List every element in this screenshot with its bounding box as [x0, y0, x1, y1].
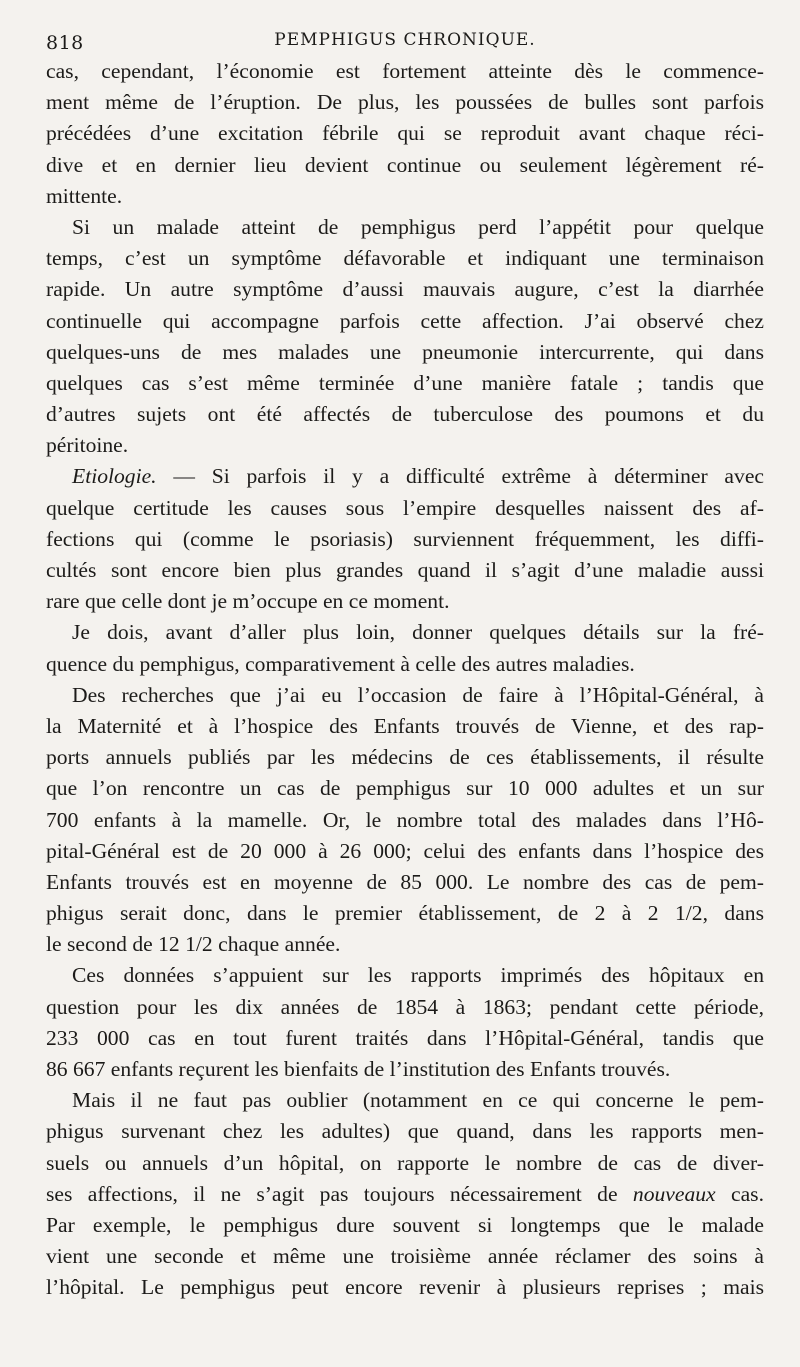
line-text: rapide. Un autre symptôme d’aussi mauvais augure, c’est la diarrhée — [46, 277, 764, 302]
section-heading: Etiologie. — [72, 464, 157, 489]
text-line — [46, 711, 764, 742]
text-line — [46, 680, 764, 711]
text-line — [46, 805, 764, 836]
line-text: phigus survenant chez les adultes) que quand, dans les rapports men- — [46, 1119, 764, 1144]
body-text — [46, 56, 764, 1304]
line-text: Des recherches que j’ai eu l’occasion de faire à l’Hôpital-Général, à — [72, 682, 764, 707]
line-text: la Maternité et à l’hospice des Enfants trouvés de Vienne, et des rap- — [46, 713, 764, 738]
text-line — [46, 337, 764, 368]
text-line — [46, 898, 764, 929]
text-line — [46, 430, 764, 461]
line-text: Je dois, avant d’aller plus loin, donner quelques détails sur la fré- — [72, 620, 764, 645]
text-line — [46, 150, 764, 181]
text-line — [46, 243, 764, 274]
text-line — [46, 960, 764, 991]
text-line — [46, 306, 764, 337]
text-line — [46, 1054, 764, 1085]
line-text: le second de 12 1/2 chaque année. — [46, 932, 341, 957]
line-text: précédées d’une excitation fébrile qui se reproduit avant chaque réci- — [46, 121, 764, 146]
text-line — [46, 524, 764, 555]
line-text: l’hôpital. Le pemphigus peut encore revenir à plusieurs reprises ; mais — [46, 1275, 764, 1300]
line-text: 86 667 enfants reçurent les bienfaits de l’institution des Enfants trouvés. — [46, 1057, 671, 1081]
running-title: PEMPHIGUS CHRONIQUE. — [274, 30, 536, 50]
text-line — [46, 118, 764, 149]
line-text: suels ou annuels d’un hôpital, on rapporte le nombre de cas de diver- — [46, 1150, 764, 1175]
text-line — [46, 1085, 764, 1116]
line-text: vient une seconde et même une troisième année réclamer des soins à — [46, 1244, 764, 1269]
line-text: Par exemple, le pemphigus dure souvent si longtemps que le malade — [46, 1212, 764, 1237]
page-number: 818 — [46, 32, 84, 54]
line-text: 700 enfants à la mamelle. Or, le nombre total des malades dans l’Hô- — [46, 807, 764, 832]
line-text: quelques cas s’est même terminée d’une manière fatale ; tandis que — [46, 370, 764, 395]
text-line — [46, 212, 764, 243]
text-line — [46, 836, 764, 867]
line-text: question pour les dix années de 1854 à 1863; pendant cette période, — [46, 994, 764, 1019]
line-text: Enfants trouvés est en moyenne de 85 000. Le nombre des cas de pem- — [46, 869, 764, 894]
line-text: — Si parfois il y a difficulté extrême à déterminer avec — [173, 464, 764, 489]
line-text: Mais il ne faut pas oublier (notamment en ce qui concerne le pem- — [72, 1088, 764, 1113]
text-line — [46, 867, 764, 898]
text-line — [46, 493, 764, 524]
line-text: fections qui (comme le psoriasis) surviennent fréquemment, les diffi- — [46, 526, 764, 551]
text-line — [46, 929, 764, 960]
text-line — [46, 274, 764, 305]
text-line — [46, 461, 764, 492]
text-line — [46, 181, 764, 212]
text-line — [46, 773, 764, 804]
text-line — [46, 1023, 764, 1054]
line-text: que l’on rencontre un cas de pemphigus sur 10 000 adultes et un sur — [46, 776, 764, 801]
emphasis-word: nouveaux — [632, 1181, 716, 1206]
line-text: ses affections, il ne s’agit pas toujours nécessairement de — [46, 1181, 618, 1206]
line-text: cas, cependant, l’économie est fortement atteinte dès le commence- — [46, 59, 764, 83]
text-line — [46, 56, 764, 87]
line-text-end: cas. — [731, 1181, 764, 1206]
text-line — [46, 555, 764, 586]
line-text: 233 000 cas en tout furent traités dans l’Hôpital-Général, tandis que — [46, 1025, 764, 1050]
line-text: quelque certitude les causes sous l’empire desquelles naissent des af- — [46, 495, 764, 520]
text-line — [46, 399, 764, 430]
line-text: cultés sont encore bien plus grandes quand il s’agit d’une maladie aussi — [46, 558, 764, 582]
line-text: d’autres sujets ont été affectés de tuberculose des poumons et du — [46, 402, 764, 427]
text-line — [46, 742, 764, 773]
line-text: ports annuels publiés par les médecins de ces établissements, il résulte — [46, 745, 764, 770]
line-text: quelques-uns de mes malades une pneumonie intercurrente, qui dans — [46, 339, 764, 364]
line-text: temps, c’est un symptôme défavorable et indiquant une terminaison — [46, 246, 764, 271]
text-line — [46, 1210, 764, 1241]
text-line — [46, 649, 764, 680]
line-text: dive et en dernier lieu devient continue ou seulement légèrement ré- — [46, 152, 764, 177]
line-text: Ces données s’appuient sur les rapports imprimés des hôpitaux en — [72, 963, 764, 988]
text-line — [46, 1272, 764, 1303]
text-line — [46, 1116, 764, 1147]
line-text: ment même de l’éruption. De plus, les poussées de bulles sont parfois — [46, 90, 764, 115]
text-line — [46, 1241, 764, 1272]
line-text: mittente. — [46, 183, 123, 208]
text-line — [46, 992, 764, 1023]
line-text: péritoine. — [46, 433, 129, 458]
text-line — [46, 87, 764, 118]
line-text: pital-Général est de 20 000 à 26 000; celui des enfants dans l’hospice des — [46, 838, 764, 863]
text-line — [46, 368, 764, 399]
line-text: rare que celle dont je m’occupe en ce moment. — [46, 589, 450, 614]
line-text: Si un malade atteint de pemphigus perd l’appétit pour quelque — [72, 214, 764, 239]
line-text: phigus serait donc, dans le premier établissement, de 2 à 2 1/2, dans — [46, 901, 764, 926]
page-header — [46, 22, 764, 56]
line-text: continuelle qui accompagne parfois cette affection. J’ai observé chez — [46, 308, 764, 333]
line-text: quence du pemphigus, comparativement à celle des autres maladies. — [46, 651, 635, 676]
text-line — [46, 586, 764, 617]
text-line — [46, 1179, 764, 1210]
text-line — [46, 617, 764, 648]
text-line — [46, 1148, 764, 1179]
